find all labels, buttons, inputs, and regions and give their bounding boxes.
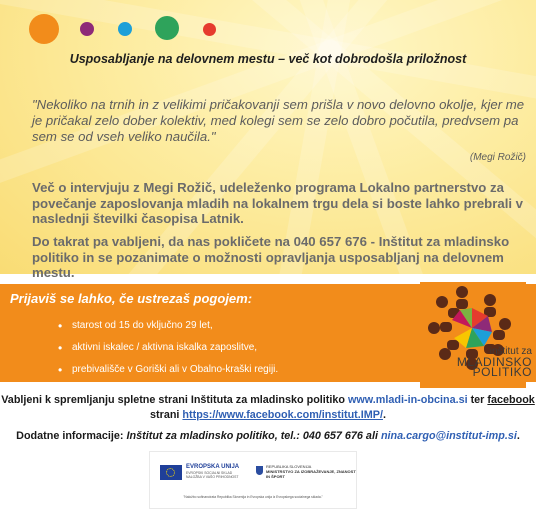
- contact-text: [0, 430, 536, 442]
- website-link[interactable]: www.mladi-in-obcina.si: [348, 394, 468, 406]
- funding-logos: [150, 452, 356, 508]
- red-dot-icon: [203, 23, 216, 36]
- slovenia-crest-icon: [256, 466, 263, 475]
- follow-middle: ter: [470, 394, 485, 406]
- page-title: Usposabljanje na delovnem mestu – več kot dobrodošla priložnost: [69, 52, 467, 66]
- conditions-list: [58, 320, 278, 386]
- funding-note: "Naložbo sofinancirata Republika Slovenija in Evropska unija iz Evropskega socialnega sklada.": [183, 495, 323, 499]
- list-item: • aktivni iskalec / aktivna iskalka zaposlitve,: [58, 342, 278, 364]
- institute-name: [452, 347, 532, 377]
- list-item: • starost od 15 do vključno 29 let,: [58, 320, 278, 342]
- institute-name-line1: inštitut za: [489, 346, 532, 357]
- email-link[interactable]: nina.cargo@institut-imp.si: [380, 430, 517, 442]
- orange-dot-icon: [29, 14, 59, 44]
- facebook-word: facebook: [487, 394, 535, 406]
- quote-author: (Megi Rožič): [469, 152, 526, 163]
- list-item: • prebivališče v Goriški ali v Obalno-kraški regiji.: [58, 364, 278, 386]
- green-dot-icon: [155, 16, 179, 40]
- ministry-text: [266, 464, 356, 479]
- follow-prefix: Vabljeni k spremljanju spletne strani Inštituta za mladinsko politiko: [1, 394, 345, 406]
- follow-text: [0, 393, 536, 422]
- blue-dot-icon: [118, 22, 132, 36]
- contact-label: Dodatne informacije:: [16, 430, 124, 442]
- facebook-link[interactable]: https://www.facebook.com/institut.IMP/: [182, 408, 383, 421]
- eu-flag-icon: [160, 465, 182, 480]
- contact-end: .: [516, 430, 520, 442]
- purple-dot-icon: [80, 22, 94, 36]
- follow-end: .: [382, 408, 386, 421]
- contact-org-phone: Inštitut za mladinsko politiko, tel.: 040 657 676 ali: [126, 430, 378, 442]
- institute-name-line3: POLITIKO: [472, 365, 532, 379]
- institute-name-line2: MLADINSKO: [456, 355, 532, 369]
- conditions-title: Prijaviš se lahko, če ustrezaš pogojem:: [10, 291, 253, 306]
- eu-title: EVROPSKA UNIJA: [186, 464, 240, 470]
- interview-paragraph: Več o intervjuju z Megi Rožič, udeleženko programa Lokalno partnerstvo za povečanje zaposlovanja mladih na lokalnem trgu dela si boste lahko prebrali v naslednji številki časopisa Latnik.: [32, 180, 524, 226]
- quote-text: "Nekoliko na trnih in z velikimi pričakovanji sem prišla v novo delovno okolje, kjer me je pričakal zelo dober kolektiv, med kolegi sem se zelo dobro počutila, predvsem pa sem se od vseh veliko naučila.": [32, 97, 525, 144]
- follow-strani: strani: [150, 408, 180, 421]
- eu-subtitle: EVROPSKI SOCIALNI SKLAD NALOŽBA V VAŠO PRIHODNOST: [186, 471, 239, 479]
- ministry-line2: MINISTRSTVO ZA IZOBRAŽEVANJE, ZNANOST IN ŠPORT: [266, 469, 356, 479]
- call-paragraph: Do takrat pa vabljeni, da nas pokličete na 040 657 676 - Inštitut za mladinsko politiko in se pozanimate o možnosti opravljanja usposabljanj na delovnem mestu.: [32, 234, 510, 280]
- ministry-line1: REPUBLIKA SLOVENIJA: [266, 464, 312, 469]
